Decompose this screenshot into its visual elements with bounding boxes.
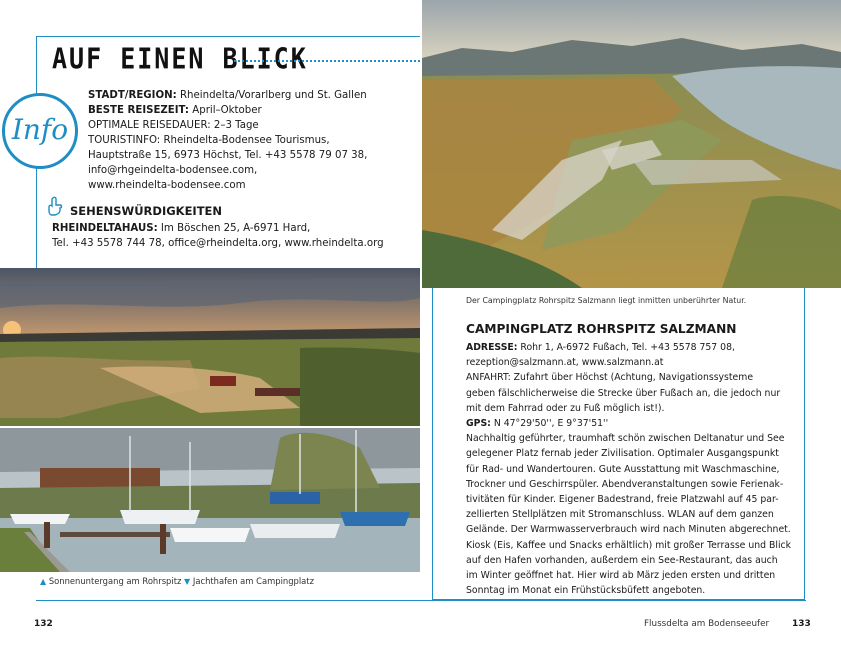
camping-line: Gelände. Der Warmwasserverbrauch wird nach Minuten abgerechnet. bbox=[466, 524, 791, 536]
camping-line: Nachhaltig geführter, traumhaft schön zwischen Deltanatur und See bbox=[466, 433, 785, 445]
camping-line: Sonntag im Monat ein Frühstücksbüfett angeboten. bbox=[466, 585, 706, 597]
camping-line: auf den Hafen vorhanden, außerdem ein See-Restaurant, das auch bbox=[466, 554, 778, 566]
sights-line: Tel. +43 5578 744 78, office@rheindelta.org, www.rheindelta.org bbox=[52, 238, 384, 249]
harbor-caption: Jachthafen am Campingplatz bbox=[190, 576, 314, 586]
harbor-photo bbox=[0, 428, 420, 572]
camping-line: ANFAHRT: Zufahrt über Höchst (Achtung, Navigationssysteme bbox=[466, 372, 754, 384]
page-number-left: 132 bbox=[34, 619, 53, 629]
camping-line: für Rad- und Wandertouren. Gute Ausstattung mit Waschmaschine, bbox=[466, 463, 780, 475]
aerial-campsite-photo bbox=[422, 0, 841, 288]
camping-line: zellierten Stellplätzen mit Stromanschluss. WLAN auf dem ganzen bbox=[466, 509, 774, 521]
camping-line: tivitäten für Kinder. Eigener Badestrand, freie Platzwahl auf 45 par- bbox=[466, 494, 779, 506]
sights-line: RHEINDELTAHAUS: Im Böschen 25, A-6971 Hard, bbox=[52, 223, 311, 234]
camping-line: Trockner und Geschirrspüler. Abendveranstaltungen sowie Ferienak- bbox=[466, 478, 784, 490]
camping-details bbox=[466, 340, 791, 598]
info-badge-label: Info bbox=[11, 113, 69, 146]
title-dotted-rule bbox=[234, 60, 420, 62]
info-title: AUF EINEN BLICK bbox=[52, 41, 308, 76]
camping-line: GPS: N 47°29'50'', E 9°37'51'' bbox=[466, 418, 609, 430]
up-triangle-icon: ▲ bbox=[40, 577, 47, 586]
camping-line: rezeption@salzmann.at, www.salzmann.at bbox=[466, 357, 664, 369]
camping-line: mit dem Fahrrad oder zu Fuß möglich ist!). bbox=[466, 402, 665, 414]
info-line: TOURISTINFO: Rheindelta-Bodensee Tourismus, bbox=[88, 135, 330, 146]
sights-details bbox=[52, 221, 384, 251]
sunset-photo bbox=[0, 268, 420, 426]
info-line: STADT/REGION: Rheindelta/Vorarlberg und St. Gallen bbox=[88, 90, 367, 101]
info-badge bbox=[2, 93, 78, 169]
aerial-caption: Der Campingplatz Rohrspitz Salzmann liegt inmitten unberührter Natur. bbox=[466, 296, 747, 305]
camping-heading: CAMPINGPLATZ ROHRSPITZ SALZMANN bbox=[466, 322, 737, 336]
camping-line: geben fälschlicherweise die Strecke über Fußach an, die jedoch nur bbox=[466, 387, 781, 399]
sunset-caption: Sonnenuntergang am Rohrspitz bbox=[46, 576, 185, 586]
camping-line: Kiosk (Eis, Kaffee und Snacks erhältlich) mit großer Terrasse und Blick bbox=[466, 539, 792, 551]
sights-heading: SEHENSWÜRDIGKEITEN bbox=[70, 204, 223, 218]
bottom-rule bbox=[36, 600, 806, 601]
camping-line: gelegener Platz fernab jeder Zivilisation. Optimaler Ausgangspunkt bbox=[466, 448, 779, 460]
down-triangle-icon: ▼ bbox=[184, 577, 191, 586]
info-line: BESTE REISEZEIT: April–Oktober bbox=[88, 105, 262, 116]
camping-line: im Winter geöffnet hat. Hier wird ab März jeden ersten und dritten bbox=[466, 570, 776, 582]
left-photos-caption bbox=[40, 576, 314, 586]
info-line: Hauptstraße 15, 6973 Höchst, Tel. +43 5578 79 07 38, bbox=[88, 150, 368, 161]
info-details bbox=[88, 88, 367, 193]
info-line: info@rhgeindelta-bodensee.com, bbox=[88, 165, 258, 176]
camping-line: ADRESSE: Rohr 1, A-6972 Fußach, Tel. +43 5578 757 08, bbox=[466, 342, 735, 353]
info-line: www.rheindelta-bodensee.com bbox=[88, 180, 246, 191]
pointing-hand-icon bbox=[48, 196, 64, 216]
running-footer: Flussdelta am Bodenseeufer bbox=[644, 619, 770, 629]
page-number-right: 133 bbox=[792, 619, 811, 629]
info-line: OPTIMALE REISEDAUER: 2–3 Tage bbox=[88, 120, 259, 131]
